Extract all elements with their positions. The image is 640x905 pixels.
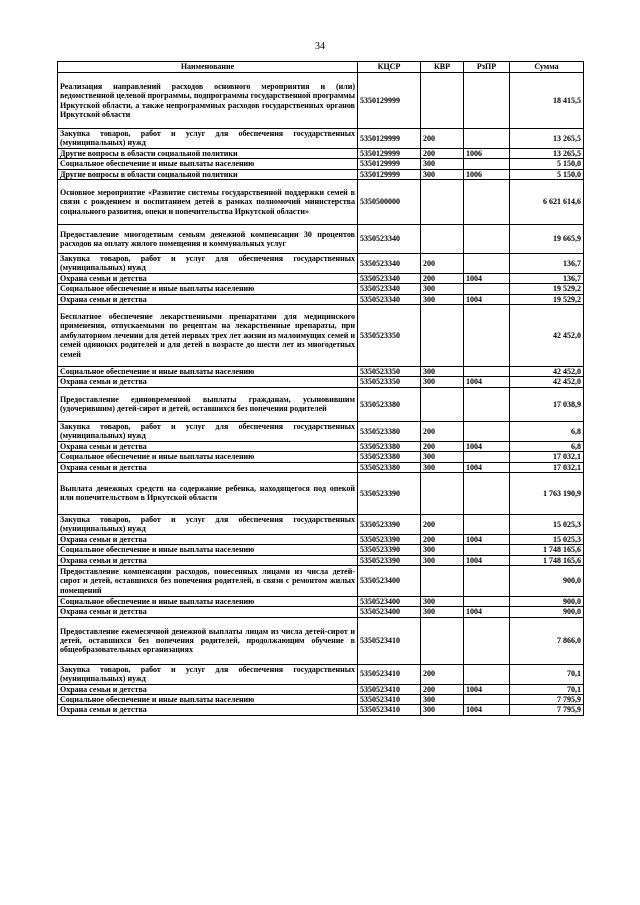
cell-kcsr: 5350523340 bbox=[358, 225, 421, 254]
cell-name: Закупка товаров, работ и услуг для обеспечения государственных (муниципальных) нужд bbox=[58, 421, 358, 441]
cell-name: Охрана семьи и детства bbox=[58, 705, 358, 715]
cell-name: Выплата денежных средств на содержание ребенка, находящегося под опекой или попечительством в Иркутской области bbox=[58, 472, 358, 514]
cell-rzpr bbox=[464, 452, 510, 462]
cell-name: Бесплатное обеспечение лекарственными препаратами для медицинского применения, отпускаемыми по рецептам на лекарственные препараты, при амбулаторном лечении для детей первых трех лет жизни из малоимущих семей и семей одиноких родителей и для детей в возрасте до шести лет из многодетных семей bbox=[58, 305, 358, 367]
cell-kcsr: 5350523380 bbox=[358, 462, 421, 472]
cell-rzpr bbox=[464, 387, 510, 421]
cell-sum: 19 665,9 bbox=[510, 225, 584, 254]
cell-sum: 13 265,5 bbox=[510, 129, 584, 149]
cell-kcsr: 5350523410 bbox=[358, 684, 421, 694]
table-header-row bbox=[58, 62, 584, 73]
cell-name: Другие вопросы в области социальной политики bbox=[58, 169, 358, 179]
cell-sum: 6,8 bbox=[510, 441, 584, 451]
cell-kvr: 200 bbox=[421, 664, 464, 684]
cell-kvr: 300 bbox=[421, 169, 464, 179]
cell-kcsr: 5350523390 bbox=[358, 472, 421, 514]
cell-name: Социальное обеспечение и иные выплаты населению bbox=[58, 284, 358, 294]
cell-kcsr: 5350523390 bbox=[358, 534, 421, 544]
cell-rzpr bbox=[464, 617, 510, 664]
header-kvr: КВР bbox=[421, 62, 464, 73]
cell-kcsr: 5350523390 bbox=[358, 555, 421, 565]
cell-sum: 7 795,9 bbox=[510, 694, 584, 704]
table-row bbox=[58, 305, 584, 367]
cell-rzpr bbox=[464, 421, 510, 441]
header-sum: Сумма bbox=[510, 62, 584, 73]
cell-sum: 70,1 bbox=[510, 664, 584, 684]
cell-kvr: 200 bbox=[421, 514, 464, 534]
cell-kcsr: 5350523410 bbox=[358, 694, 421, 704]
header-rzpr: РзПР bbox=[464, 62, 510, 73]
cell-kcsr: 5350129999 bbox=[358, 169, 421, 179]
table-row bbox=[58, 225, 584, 254]
cell-sum: 900,0 bbox=[510, 596, 584, 606]
cell-name: Предоставление компенсации расходов, понесенных лицами из числа детей-сирот и детей, оставшихся без попечения родителей, в связи с ремонтом жилых помещений bbox=[58, 565, 358, 596]
cell-rzpr bbox=[464, 596, 510, 606]
table-row bbox=[58, 555, 584, 565]
cell-kcsr: 5350523390 bbox=[358, 514, 421, 534]
table-row bbox=[58, 694, 584, 704]
table-row bbox=[58, 421, 584, 441]
table-row bbox=[58, 159, 584, 169]
cell-rzpr: 1004 bbox=[464, 273, 510, 283]
cell-sum: 6,8 bbox=[510, 421, 584, 441]
cell-kvr: 200 bbox=[421, 421, 464, 441]
table-row bbox=[58, 545, 584, 555]
cell-kvr: 300 bbox=[421, 694, 464, 704]
cell-kcsr: 5350523380 bbox=[358, 387, 421, 421]
cell-name: Социальное обеспечение и иные выплаты населению bbox=[58, 452, 358, 462]
cell-kcsr: 5350129999 bbox=[358, 73, 421, 129]
cell-rzpr: 1004 bbox=[464, 607, 510, 617]
cell-kvr bbox=[421, 225, 464, 254]
cell-kvr bbox=[421, 180, 464, 225]
cell-sum: 70,1 bbox=[510, 684, 584, 694]
cell-kvr bbox=[421, 73, 464, 129]
table-row bbox=[58, 254, 584, 274]
cell-sum: 13 265,5 bbox=[510, 148, 584, 158]
cell-kcsr: 5350523350 bbox=[358, 367, 421, 377]
page-number: 34 bbox=[315, 41, 325, 52]
cell-kcsr: 5350523340 bbox=[358, 254, 421, 274]
cell-sum: 42 452,0 bbox=[510, 367, 584, 377]
table-row bbox=[58, 367, 584, 377]
cell-kcsr: 5350523380 bbox=[358, 441, 421, 451]
cell-name: Социальное обеспечение и иные выплаты населению bbox=[58, 596, 358, 606]
cell-name: Охрана семьи и детства bbox=[58, 462, 358, 472]
cell-rzpr bbox=[464, 565, 510, 596]
table-row bbox=[58, 169, 584, 179]
cell-rzpr bbox=[464, 472, 510, 514]
cell-sum: 42 452,0 bbox=[510, 305, 584, 367]
cell-name: Другие вопросы в области социальной политики bbox=[58, 148, 358, 158]
cell-kvr: 300 bbox=[421, 607, 464, 617]
cell-name: Охрана семьи и детства bbox=[58, 377, 358, 387]
cell-sum: 136,7 bbox=[510, 273, 584, 283]
cell-sum: 7 795,9 bbox=[510, 705, 584, 715]
table-row bbox=[58, 129, 584, 149]
cell-rzpr: 1004 bbox=[464, 555, 510, 565]
cell-kcsr: 5350523400 bbox=[358, 596, 421, 606]
cell-sum: 1 748 165,6 bbox=[510, 545, 584, 555]
cell-kcsr: 5350523340 bbox=[358, 273, 421, 283]
cell-rzpr: 1004 bbox=[464, 441, 510, 451]
cell-sum: 17 032,1 bbox=[510, 462, 584, 472]
cell-rzpr bbox=[464, 514, 510, 534]
cell-name: Закупка товаров, работ и услуг для обеспечения государственных (муниципальных) нужд bbox=[58, 514, 358, 534]
cell-name: Охрана семьи и детства bbox=[58, 684, 358, 694]
cell-kcsr: 5350523400 bbox=[358, 565, 421, 596]
cell-kcsr: 5350523350 bbox=[358, 305, 421, 367]
table-body bbox=[58, 73, 584, 716]
table-row bbox=[58, 596, 584, 606]
table-row bbox=[58, 441, 584, 451]
table-row bbox=[58, 534, 584, 544]
cell-kvr bbox=[421, 472, 464, 514]
cell-rzpr bbox=[464, 254, 510, 274]
cell-kvr: 200 bbox=[421, 441, 464, 451]
cell-rzpr bbox=[464, 129, 510, 149]
header-name: Наименование bbox=[58, 62, 358, 73]
cell-kvr: 300 bbox=[421, 705, 464, 715]
cell-kcsr: 5350523390 bbox=[358, 545, 421, 555]
table-row bbox=[58, 607, 584, 617]
cell-sum: 15 025,3 bbox=[510, 514, 584, 534]
cell-rzpr bbox=[464, 694, 510, 704]
cell-rzpr bbox=[464, 367, 510, 377]
table-row bbox=[58, 377, 584, 387]
cell-sum: 900,0 bbox=[510, 607, 584, 617]
cell-kcsr: 5350129999 bbox=[358, 159, 421, 169]
cell-rzpr bbox=[464, 545, 510, 555]
cell-kcsr: 5350523380 bbox=[358, 421, 421, 441]
cell-kvr: 300 bbox=[421, 284, 464, 294]
cell-rzpr: 1006 bbox=[464, 148, 510, 158]
cell-name: Закупка товаров, работ и услуг для обеспечения государственных (муниципальных) нужд bbox=[58, 254, 358, 274]
cell-sum: 136,7 bbox=[510, 254, 584, 274]
cell-kvr bbox=[421, 387, 464, 421]
table-row bbox=[58, 452, 584, 462]
cell-rzpr bbox=[464, 664, 510, 684]
budget-table bbox=[57, 61, 584, 716]
cell-name: Охрана семьи и детства bbox=[58, 555, 358, 565]
cell-kcsr: 5350523380 bbox=[358, 452, 421, 462]
cell-kvr: 200 bbox=[421, 684, 464, 694]
cell-sum: 7 866,0 bbox=[510, 617, 584, 664]
cell-kvr: 300 bbox=[421, 367, 464, 377]
cell-sum: 42 452,0 bbox=[510, 377, 584, 387]
cell-kcsr: 5350523410 bbox=[358, 617, 421, 664]
cell-kcsr: 5350523410 bbox=[358, 705, 421, 715]
table-row bbox=[58, 617, 584, 664]
cell-rzpr bbox=[464, 225, 510, 254]
cell-kvr: 200 bbox=[421, 148, 464, 158]
table-row bbox=[58, 565, 584, 596]
cell-name: Предоставление многодетным семьям денежной компенсации 30 процентов расходов на оплату жилого помещения и коммунальных услуг bbox=[58, 225, 358, 254]
cell-rzpr bbox=[464, 159, 510, 169]
cell-kcsr: 5350523400 bbox=[358, 607, 421, 617]
cell-name: Социальное обеспечение и иные выплаты населению bbox=[58, 694, 358, 704]
cell-sum: 6 621 614,6 bbox=[510, 180, 584, 225]
cell-sum: 17 032,1 bbox=[510, 452, 584, 462]
cell-rzpr: 1004 bbox=[464, 377, 510, 387]
cell-name: Основное мероприятие «Развитие системы государственной поддержки семей в связи с рождением и воспитанием детей в рамках полномочий министерства социального развития, опеки и попечительства Иркутской области» bbox=[58, 180, 358, 225]
cell-rzpr: 1004 bbox=[464, 705, 510, 715]
cell-rzpr: 1006 bbox=[464, 169, 510, 179]
cell-name: Социальное обеспечение и иные выплаты населению bbox=[58, 545, 358, 555]
table-row bbox=[58, 284, 584, 294]
cell-name: Реализация направлений расходов основного мероприятия и (или) ведомственной целевой программы, подпрограммы государственной программы Иркутской области, а также непрограммных расходов государственных органов Иркутской области bbox=[58, 73, 358, 129]
cell-kvr bbox=[421, 565, 464, 596]
table-row bbox=[58, 472, 584, 514]
cell-name: Предоставление единовременной выплаты гражданам, усыновившим (удочерившим) детей-сирот и детей, оставшихся без попечения родителей bbox=[58, 387, 358, 421]
cell-kvr: 200 bbox=[421, 534, 464, 544]
cell-kcsr: 5350523410 bbox=[358, 664, 421, 684]
cell-kvr: 300 bbox=[421, 294, 464, 304]
cell-kvr: 300 bbox=[421, 159, 464, 169]
cell-sum: 900,0 bbox=[510, 565, 584, 596]
cell-kvr: 300 bbox=[421, 555, 464, 565]
cell-kcsr: 5350523340 bbox=[358, 284, 421, 294]
cell-rzpr bbox=[464, 305, 510, 367]
cell-rzpr: 1004 bbox=[464, 462, 510, 472]
table-row bbox=[58, 387, 584, 421]
cell-name: Охрана семьи и детства bbox=[58, 534, 358, 544]
cell-rzpr: 1004 bbox=[464, 294, 510, 304]
cell-name: Предоставление ежемесячной денежной выплаты лицам из числа детей-сирот и детей, оставшихся без попечения родителей, продолжающим обучение в общеобразовательных организациях bbox=[58, 617, 358, 664]
cell-kvr bbox=[421, 305, 464, 367]
cell-name: Охрана семьи и детства bbox=[58, 607, 358, 617]
cell-sum: 18 415,5 bbox=[510, 73, 584, 129]
cell-sum: 19 529,2 bbox=[510, 294, 584, 304]
cell-kvr: 300 bbox=[421, 545, 464, 555]
cell-rzpr bbox=[464, 284, 510, 294]
cell-kcsr: 5350129999 bbox=[358, 129, 421, 149]
cell-sum: 1 748 165,6 bbox=[510, 555, 584, 565]
cell-kcsr: 5350523340 bbox=[358, 294, 421, 304]
cell-name: Охрана семьи и детства bbox=[58, 441, 358, 451]
cell-name: Охрана семьи и детства bbox=[58, 294, 358, 304]
table-row bbox=[58, 273, 584, 283]
cell-sum: 17 038,9 bbox=[510, 387, 584, 421]
table-row bbox=[58, 148, 584, 158]
table-row bbox=[58, 73, 584, 129]
cell-sum: 5 150,0 bbox=[510, 159, 584, 169]
cell-sum: 5 150,0 bbox=[510, 169, 584, 179]
table-row bbox=[58, 294, 584, 304]
cell-rzpr bbox=[464, 180, 510, 225]
cell-sum: 1 763 190,9 bbox=[510, 472, 584, 514]
cell-sum: 15 025,3 bbox=[510, 534, 584, 544]
cell-kvr: 200 bbox=[421, 273, 464, 283]
cell-rzpr bbox=[464, 73, 510, 129]
table-row bbox=[58, 462, 584, 472]
table-row bbox=[58, 514, 584, 534]
table-row bbox=[58, 664, 584, 684]
cell-kvr: 300 bbox=[421, 462, 464, 472]
cell-kvr: 200 bbox=[421, 254, 464, 274]
cell-kcsr: 5350500000 bbox=[358, 180, 421, 225]
table-row bbox=[58, 684, 584, 694]
cell-kcsr: 5350129999 bbox=[358, 148, 421, 158]
cell-sum: 19 529,2 bbox=[510, 284, 584, 294]
cell-rzpr: 1004 bbox=[464, 534, 510, 544]
cell-name: Закупка товаров, работ и услуг для обеспечения государственных (муниципальных) нужд bbox=[58, 664, 358, 684]
cell-name: Охрана семьи и детства bbox=[58, 273, 358, 283]
table-row bbox=[58, 705, 584, 715]
cell-name: Социальное обеспечение и иные выплаты населению bbox=[58, 159, 358, 169]
cell-rzpr: 1004 bbox=[464, 684, 510, 694]
cell-kvr bbox=[421, 617, 464, 664]
cell-kvr: 300 bbox=[421, 377, 464, 387]
cell-kvr: 200 bbox=[421, 129, 464, 149]
header-kcsr: КЦСР bbox=[358, 62, 421, 73]
cell-kvr: 300 bbox=[421, 452, 464, 462]
cell-kvr: 300 bbox=[421, 596, 464, 606]
cell-kcsr: 5350523350 bbox=[358, 377, 421, 387]
cell-name: Социальное обеспечение и иные выплаты населению bbox=[58, 367, 358, 377]
cell-name: Закупка товаров, работ и услуг для обеспечения государственных (муниципальных) нужд bbox=[58, 129, 358, 149]
table-row bbox=[58, 180, 584, 225]
